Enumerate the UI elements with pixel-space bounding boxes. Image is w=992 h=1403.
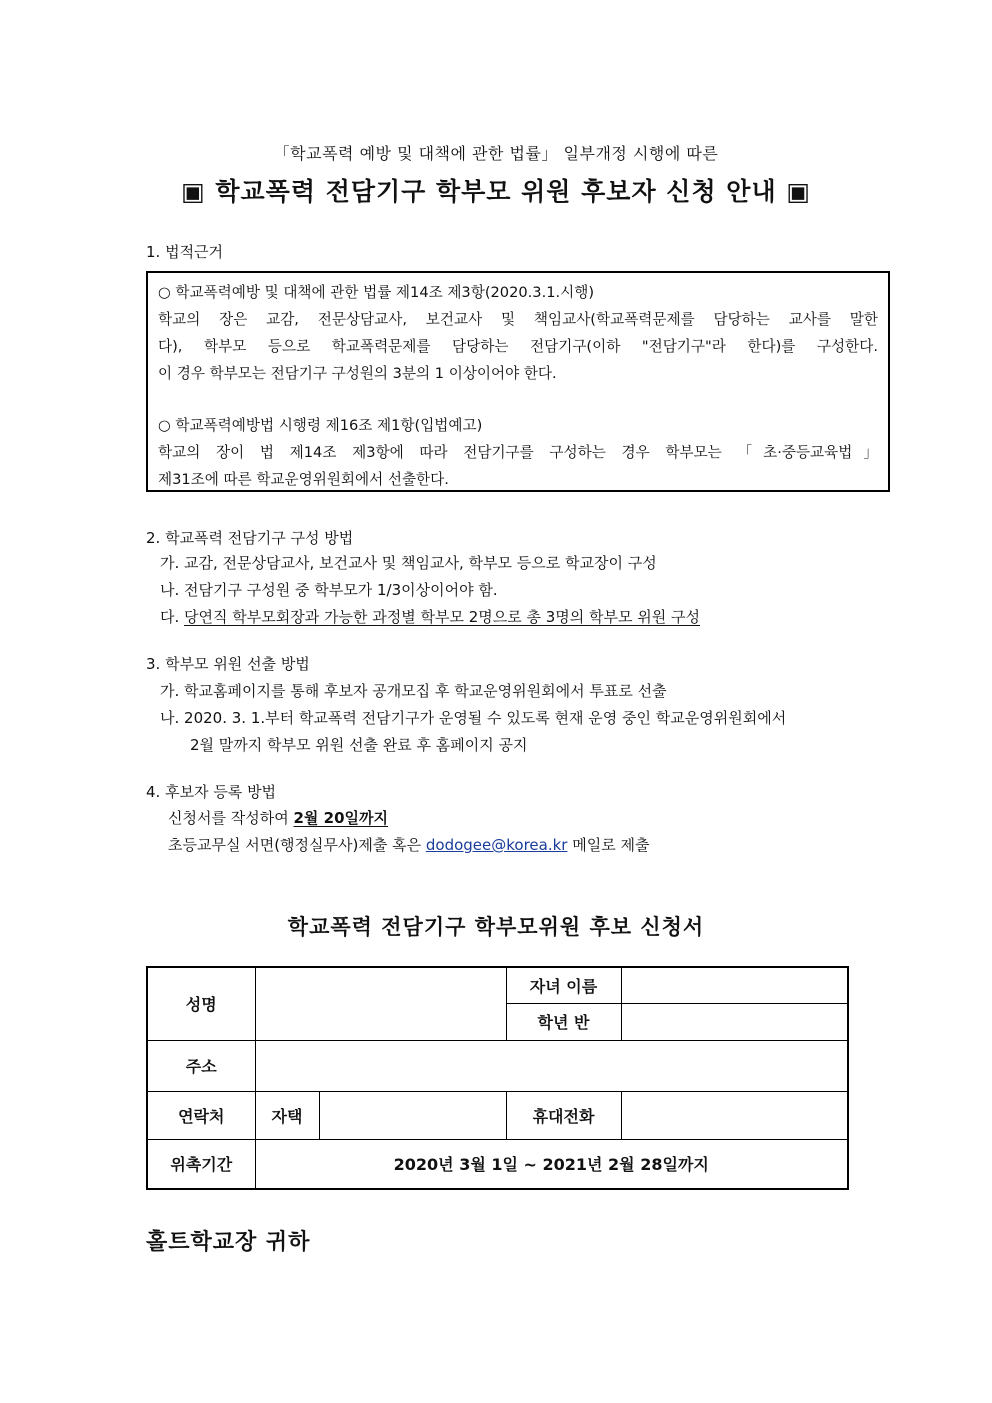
term-label: 위촉기간 — [147, 1139, 255, 1189]
document-title: ▣ 학교폭력 전담기구 학부모 위원 후보자 신청 안내 ▣ — [181, 177, 811, 206]
email-link[interactable]: dodogee@korea.kr — [425, 836, 568, 854]
section4-deadline-line: 신청서를 작성하여 2월 20일까지 — [168, 809, 388, 827]
law-text-line: 이 경우 학부모는 전담기구 구성원의 3분의 1 이상이어야 한다. — [158, 365, 557, 382]
name-field[interactable] — [255, 967, 506, 1040]
deadline-date: 2월 20일까지 — [293, 809, 388, 827]
section3-item: 나. 2020. 3. 1.부터 학교폭력 전담기구가 운영될 수 있도록 현재 운영 중인 학교운영위원회에서 — [160, 709, 787, 727]
law-text-line: 학교의 장이 법 제14조 제3항에 따라 전담기구를 구성하는 경우 학부모는 「초·중등교육법」 — [158, 444, 878, 461]
section2-heading: 2. 학교폭력 전담기구 구성 방법 — [146, 529, 354, 547]
section1-heading: 1. 법적근거 — [146, 243, 224, 261]
section2-item: 나. 전담기구 구성원 중 학부모가 1/3이상이어야 함. — [160, 581, 498, 599]
grade-class-label: 학년 반 — [506, 1003, 621, 1040]
home-phone-field[interactable] — [319, 1091, 506, 1139]
form-title: 학교폭력 전담기구 학부모위원 후보 신청서 — [287, 915, 705, 939]
law-citation-1: ○ 학교폭력예방 및 대책에 관한 법률 제14조 제3항(2020.3.1.시행) — [158, 284, 595, 301]
address-label: 주소 — [147, 1040, 255, 1091]
home-phone-label: 자택 — [255, 1091, 319, 1139]
application-form-table — [146, 966, 849, 1190]
term-value: 2020년 3월 1일 ~ 2021년 2월 28일까지 — [255, 1139, 848, 1189]
section2-item — [160, 606, 700, 627]
section4-submit-line: 초등교무실 서면(행정실무사)제출 혹은 dodogee@korea.kr 메일로 제출 — [168, 836, 650, 854]
child-name-field[interactable] — [621, 967, 848, 1003]
legal-basis-box — [146, 271, 890, 492]
law-text-line: 학교의 장은 교감, 전문상담교사, 보건교사 및 책임교사(학교폭력문제를 담당하는 교사를 말한 — [158, 311, 878, 328]
law-citation-2: ○ 학교폭력예방법 시행령 제16조 제1항(입법예고) — [158, 417, 483, 434]
section2-item-marker: 다. — [160, 608, 180, 626]
section4-heading: 4. 후보자 등록 방법 — [146, 783, 277, 801]
section3-heading: 3. 학부모 위원 선출 방법 — [146, 655, 310, 673]
law-text-line: 제31조에 따른 학교운영위원회에서 선출한다. — [158, 471, 449, 488]
document-subtitle: 「학교폭력 예방 및 대책에 관한 법률」 일부개정 시행에 따른 — [273, 144, 719, 163]
section3-item: 가. 학교홈페이지를 통해 후보자 공개모집 후 학교운영위원회에서 투표로 선출 — [160, 682, 667, 700]
mobile-phone-label: 휴대전화 — [506, 1091, 621, 1139]
name-label: 성명 — [147, 967, 255, 1040]
closing-addressee: 홀트학교장 귀하 — [146, 1230, 311, 1255]
section2-item: 가. 교감, 전문상담교사, 보건교사 및 책임교사, 학부모 등으로 학교장이 구성 — [160, 554, 657, 572]
mobile-phone-field[interactable] — [621, 1091, 848, 1139]
contact-label: 연락처 — [147, 1091, 255, 1139]
grade-class-field[interactable] — [621, 1003, 848, 1040]
address-field[interactable] — [255, 1040, 848, 1091]
child-name-label: 자녀 이름 — [506, 967, 621, 1003]
section3-item-continued: 2월 말까지 학부모 위원 선출 완료 후 홈페이지 공지 — [190, 736, 528, 754]
law-text-line: 다), 학부모 등으로 학교폭력문제를 담당하는 전담기구(이하 "전담기구"라 한다)를 구성한다. — [158, 338, 878, 355]
section2-item-underlined: 당연직 학부모회장과 가능한 과정별 학부모 2명으로 총 3명의 학부모 위원 구성 — [184, 608, 701, 626]
